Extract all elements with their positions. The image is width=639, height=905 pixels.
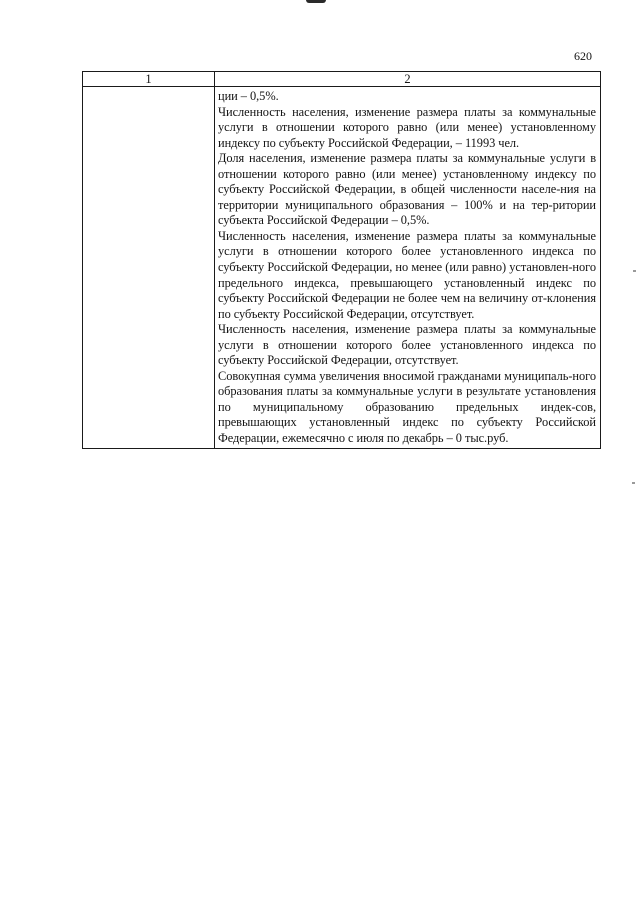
paragraph-3: Доля населения, изменение размера платы за коммунальные услуги в отношении которого равно (или менее) установленному индексу по субъекту Российской Федерации, в общей численности населе-ния на территории муниципального образования – 100% и на тер-ритории субъекта Российской Федерации – 0,5%. — [218, 151, 596, 228]
page-number: 620 — [574, 49, 592, 63]
document-table — [82, 71, 601, 449]
scan-speck — [632, 482, 635, 484]
scan-artifact-top — [306, 0, 326, 3]
paragraph-6: Совокупная сумма увеличения вносимой гражданами муниципаль-ного образования платы за коммунальные услуги в результате установления по муниципальному образованию предельных индек-сов, превышающих установленный индекс по субъекту Российской Федерации, ежемесячно с июля по декабрь – 0 тыс.руб. — [218, 368, 596, 446]
column-header-1: 1 — [83, 72, 215, 87]
scan-speck — [633, 270, 636, 272]
paragraph-2: Численность населения, изменение размера платы за коммунальные услуги в отношении которого равно (или менее) установленному индексу по субъекту Российской Федерации, – 11993 чел. — [218, 104, 596, 150]
paragraph-1: ции – 0,5%. — [218, 89, 279, 103]
table-row — [83, 87, 601, 449]
column-header-2: 2 — [215, 72, 601, 87]
paragraph-4: Численность населения, изменение размера платы за коммунальные услуги в отношении которого более установленного индекса по субъекту Российской Федерации, но менее (или равно) установлен-ного предельного индекса, превышающего установленный индекс по субъекту Российской Федерации не более чем на величину от-клонения по субъекту Российской Федерации, отсутствует. — [218, 228, 596, 321]
paragraph-5: Численность населения, изменение размера платы за коммунальные услуги в отношении которого более установленного индекса по субъекту Российской Федерации, отсутствует. — [218, 322, 596, 368]
left-cell — [83, 87, 215, 449]
table-header-row — [83, 72, 601, 87]
content-cell — [215, 87, 601, 449]
